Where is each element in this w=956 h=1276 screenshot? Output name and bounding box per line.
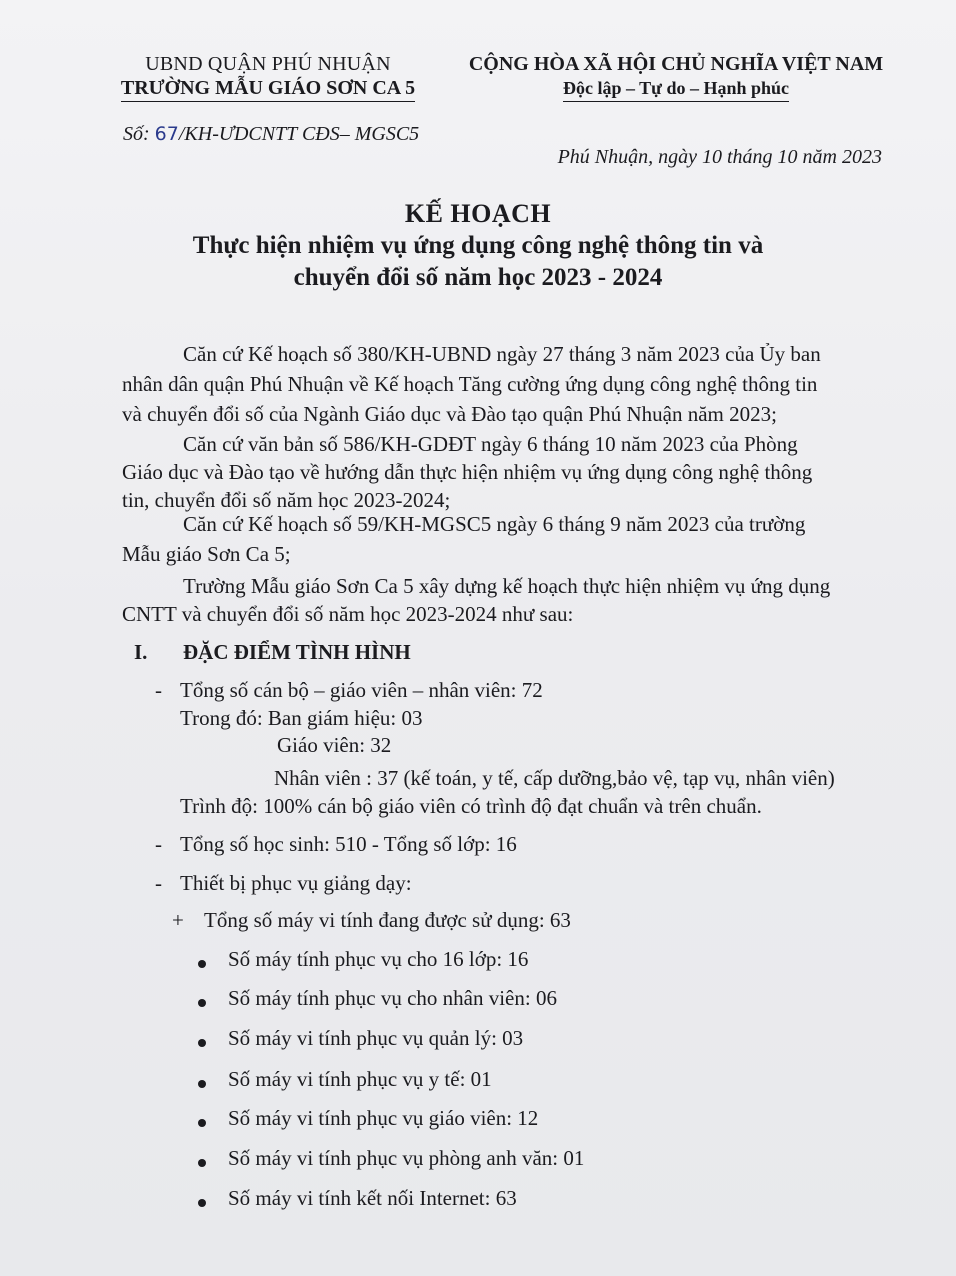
list-item: Số máy vi tính phục vụ quản lý: 03 [228,1026,524,1050]
p3-line-2: Mẫu giáo Sơn Ca 5; [122,542,291,566]
section-numeral: I. [134,640,148,664]
header-right [460,52,892,102]
computers-total: Tổng số máy vi tính đang được sử dụng: 63 [204,908,571,932]
p1-line-1: Căn cứ Kế hoạch số 380/KH-UBND ngày 27 tháng 3 năm 2023 của Ủy ban [183,342,821,366]
bullet-icon [198,1119,206,1127]
staff-employees: Nhân viên : 37 (kế toán, y tế, cấp dưỡng,bảo vệ, tạp vụ, nhân viên) [274,766,835,790]
doc-number-handwritten: 67 [154,123,179,145]
title-sub-line-2: chuyển đổi số năm học 2023 - 2024 [293,264,663,291]
doc-number-suffix: /KH-ƯDCNTT CĐS– MGSC5 [178,123,420,145]
p4-line-2: CNTT và chuyển đổi số năm học 2023-2024 như sau: [122,602,574,626]
list-item: Số máy tính phục vụ cho nhân viên: 06 [228,986,557,1010]
bullet-icon [198,1159,206,1167]
list-item: Số máy vi tính kết nối Internet: 63 [228,1186,517,1210]
list-item: Số máy vi tính phục vụ giáo viên: 12 [228,1106,539,1130]
motto: Độc lập – Tự do – Hạnh phúc [563,76,789,102]
agency-name: UBND QUẬN PHÚ NHUẬN [145,53,391,75]
dash-marker-2: - [155,832,162,856]
nation-name: CỘNG HÒA XÃ HỘI CHỦ NGHĨA VIỆT NAM [468,53,884,75]
staff-teachers: Giáo viên: 32 [277,733,392,757]
dash-marker-3: - [155,871,162,895]
p1-line-2: nhân dân quận Phú Nhuận về Kế hoạch Tăng cường ứng dụng công nghệ thông tin [122,372,818,396]
plus-marker: + [172,908,184,932]
dash-marker-1: - [155,678,162,702]
p2-line-2: Giáo dục và Đào tạo về hướng dẫn thực hiện nhiệm vụ ứng dụng công nghệ thông [122,460,813,484]
bullet-icon [198,1080,206,1088]
equipment-label: Thiết bị phục vụ giảng dạy: [180,871,412,895]
section-heading: ĐẶC ĐIỂM TÌNH HÌNH [183,640,411,664]
p2-line-1: Căn cứ văn bản số 586/KH-GDĐT ngày 6 tháng 10 năm 2023 của Phòng [183,432,798,456]
list-item: Số máy vi tính phục vụ phòng anh văn: 01 [228,1146,585,1170]
title-sub-line-1: Thực hiện nhiệm vụ ứng dụng công nghệ thông tin và [192,232,764,259]
bullet-icon [198,999,206,1007]
bullet-icon [198,960,206,968]
bullet-icon [198,1199,206,1207]
students-total: Tổng số học sinh: 510 - Tổng số lớp: 16 [180,832,517,856]
p4-line-1: Trường Mẫu giáo Sơn Ca 5 xây dựng kế hoạch thực hiện nhiệm vụ ứng dụng [183,574,831,598]
list-item: Số máy tính phục vụ cho 16 lớp: 16 [228,947,529,971]
header-left [118,52,418,102]
doc-number-prefix: Số: [123,123,150,145]
p3-line-1: Căn cứ Kế hoạch số 59/KH-MGSC5 ngày 6 tháng 9 năm 2023 của trường [183,512,806,536]
qualification: Trình độ: 100% cán bộ giáo viên có trình độ đạt chuẩn và trên chuẩn. [180,794,762,818]
p1-line-3: và chuyển đổi số của Ngành Giáo dục và Đào tạo quận Phú Nhuận năm 2023; [122,402,777,426]
document-number [123,123,419,146]
staff-board: Trong đó: Ban giám hiệu: 03 [180,706,423,730]
list-item: Số máy vi tính phục vụ y tế: 01 [228,1067,492,1091]
title-main: KẾ HOẠCH [404,199,552,228]
school-name: TRƯỜNG MẪU GIÁO SƠN CA 5 [121,76,415,102]
document-title [0,198,956,294]
date-line: Phú Nhuận, ngày 10 tháng 10 năm 2023 [557,146,882,168]
staff-total: Tổng số cán bộ – giáo viên – nhân viên: 72 [180,678,543,702]
bullet-icon [198,1039,206,1047]
p2-line-3: tin, chuyển đổi số năm học 2023-2024; [122,488,451,512]
